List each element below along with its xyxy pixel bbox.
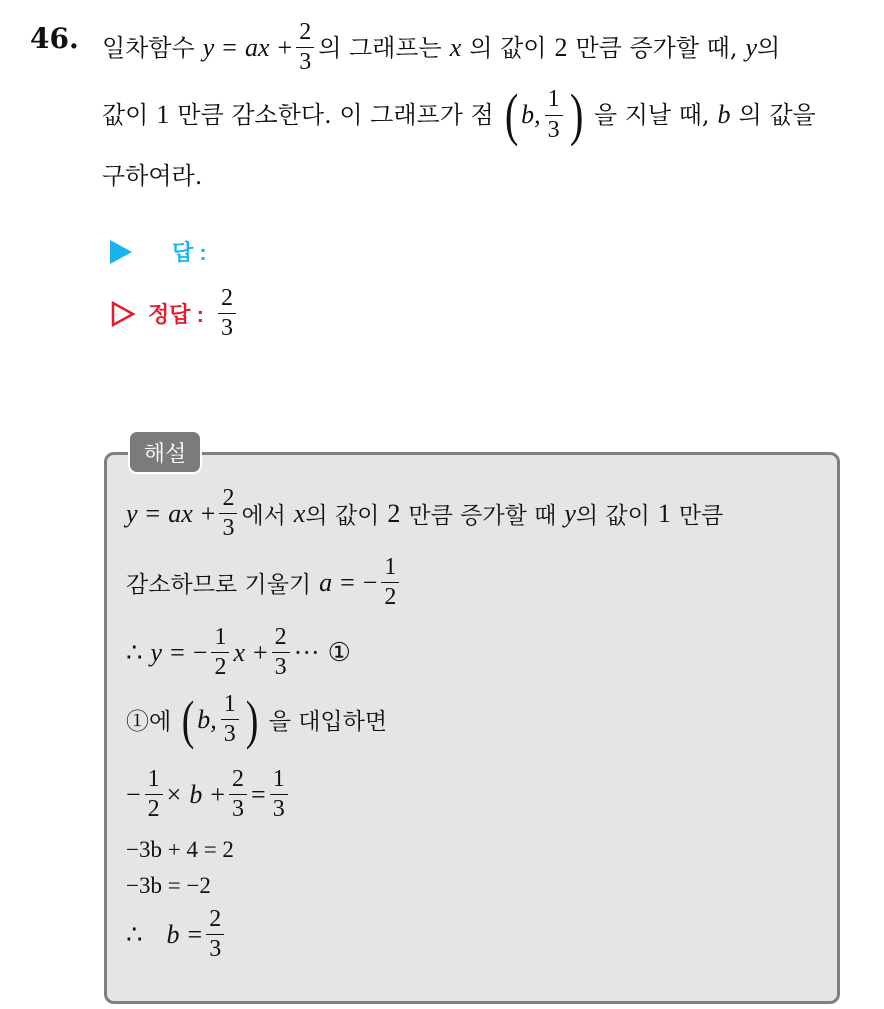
fraction: $\frac{2}{3}$ (219, 486, 237, 541)
q-fraction: $\frac{2}{3}$ (296, 20, 314, 75)
q-num: 1 (156, 100, 170, 129)
q-text: 만큼 감소한다. 이 그래프가 점 (177, 101, 494, 129)
answer-label: 답 : (172, 240, 207, 265)
correct-answer-label: 정답 : (148, 302, 204, 328)
q-text: 의 그래프는 (318, 33, 442, 62)
fraction: $\frac{2}{3}$ (206, 907, 224, 962)
q-text: 값이 (102, 101, 149, 129)
q-text: 의 값을 (738, 101, 816, 129)
q-var-y: y (202, 32, 215, 62)
play-icon (110, 240, 132, 264)
correct-answer-value: $\frac{2}{3}$ (218, 286, 236, 341)
solution-line-2: 감소하므로 기울기 a = − $\frac{1}{2}$ (126, 555, 403, 610)
q-fraction: $\frac{1}{3}$ (545, 87, 563, 142)
question-number: 46. (30, 22, 79, 55)
solution-line-4: ①에 ( b, $\frac{1}{3}$ ) 을 대입하면 (126, 689, 388, 750)
question-line-3: 구하여라. (102, 162, 203, 190)
q-text: 의 (757, 33, 781, 62)
fraction: $\frac{2}{3}$ (272, 625, 290, 680)
solution-line-8: ∴ b = $\frac{2}{3}$ (126, 907, 228, 962)
fraction: $\frac{2}{3}$ (229, 767, 247, 822)
answer-row (110, 236, 207, 267)
q-var-x: x (449, 32, 462, 62)
q-eq: = (222, 32, 237, 62)
q-ax: ax (244, 32, 270, 62)
solution-line-5: − $\frac{1}{2}$ × b + $\frac{2}{3}$ = $\frac{1}{3}$ (126, 767, 292, 822)
q-text: 을 지날 때, (593, 101, 710, 129)
solution-line-7: −3b = −2 (126, 873, 211, 898)
solution-line-3: ∴ y = − $\frac{1}{2}$ x + $\frac{2}{3}$ ··· ① (126, 624, 351, 681)
q-text: 만큼 증가할 때, (575, 33, 738, 62)
q-var-b: b (717, 100, 731, 129)
play-outline-icon (110, 301, 136, 327)
fraction: $\frac{1}{2}$ (145, 767, 163, 822)
solution-tab: 해설 (128, 430, 202, 474)
question-line-2: 값이 1 만큼 감소한다. 이 그래프가 점 ( b, $\frac{1}{3}$ ) 을 지날 때, b 의 값을 (102, 82, 816, 147)
fraction: $\frac{1}{2}$ (211, 625, 229, 680)
solution-line-6: −3b + 4 = 2 (126, 837, 234, 862)
fraction: $\frac{1}{3}$ (270, 767, 288, 822)
correct-answer-row (110, 286, 240, 341)
q-num: 2 (554, 32, 568, 62)
fraction: $\frac{1}{2}$ (381, 555, 399, 610)
question-line-1 (102, 20, 780, 75)
solution-line-1: y = ax + $\frac{2}{3}$ 에서 x 의 값이 2 만큼 증가할 때 y 의 값이 1 만큼 (126, 485, 724, 542)
fraction: $\frac{1}{3}$ (221, 692, 239, 747)
q-text: 일차함수 (102, 33, 195, 62)
q-plus: + (277, 32, 293, 62)
q-var-b: b, (521, 100, 541, 129)
q-text: 의 값이 (469, 33, 547, 62)
q-var-y: y (745, 32, 758, 62)
